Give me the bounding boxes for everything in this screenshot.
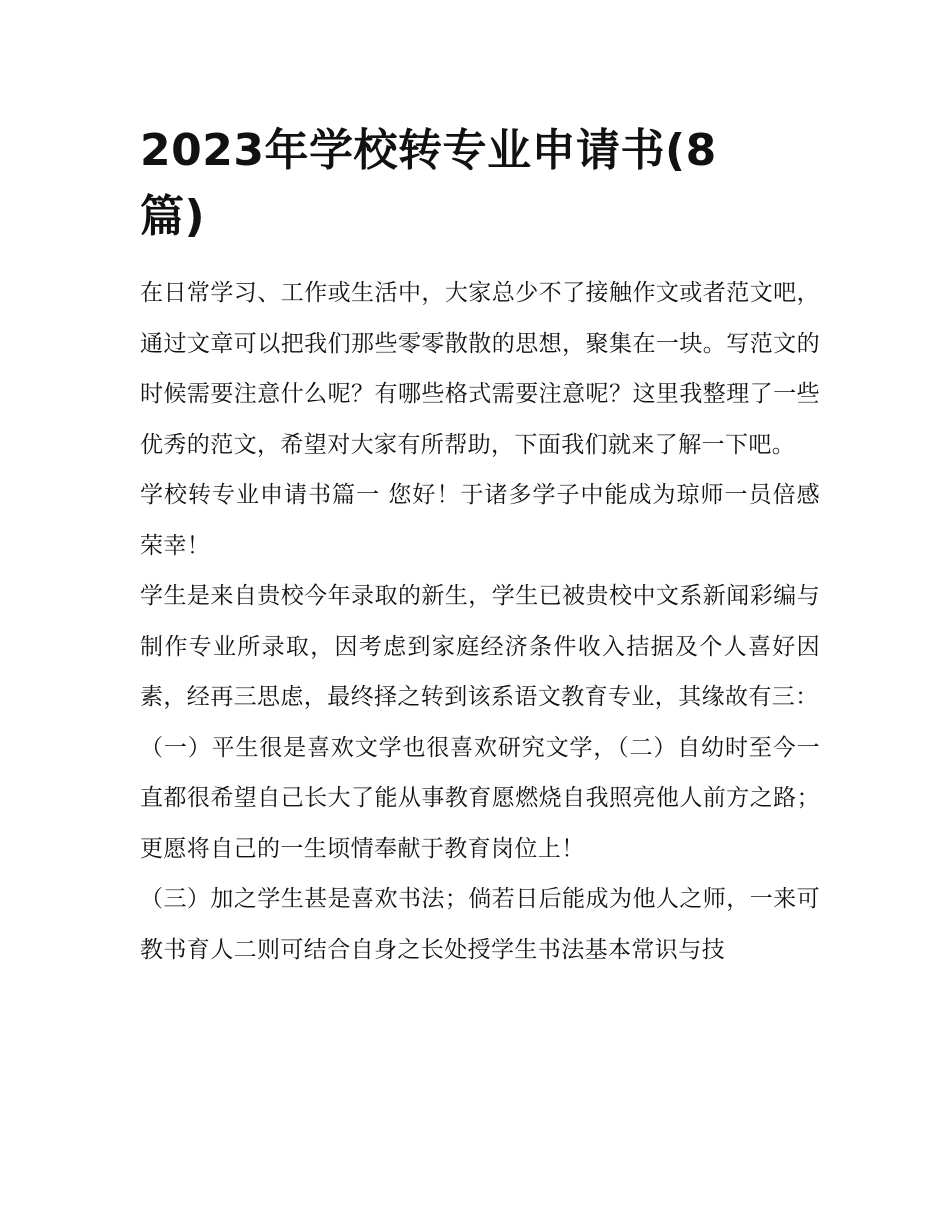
document-page [140, 118, 820, 975]
paragraph-background: 学生是来自贵校今年录取的新生，学生已被贵校中文系新闻彩编与制作专业所录取，因考虑到家庭经济条件收入拮据及个人喜好因素，经再三思虑，最终择之转到该系语文教育专业，其缘故有三： [140, 583, 820, 710]
paragraph-reason-three: （三）加之学生甚是喜欢书法；倘若日后能成为他人之师，一来可教书育人二则可结合自身之长处授学生书法基本常识与技 [140, 886, 820, 963]
paragraph-reasons-one-two: （一）平生很是喜欢文学也很喜欢研究文学，（二）自幼时至今一直都很希望自己长大了能从事教育愿燃烧自我照亮他人前方之路；更愿将自己的一生顷情奉献于教育岗位上！ [140, 734, 820, 862]
paragraph-intro: 在日常学习、工作或生活中，大家总少不了接触作文或者范文吧，通过文章可以把我们那些零零散散的思想，聚集在一块。写范文的时候需要注意什么呢？有哪些格式需要注意呢？这里我整理了一些优秀的范文，希望对大家有所帮助，下面我们就来了解一下吧。 [140, 280, 820, 458]
document-title: 2023年学校转专业申请书(8篇) [140, 125, 717, 242]
paragraph-letter-opening: 学校转专业申请书篇一 您好！于诸多学子中能成为琼师一员倍感荣幸！ [140, 482, 820, 559]
document-body [140, 268, 820, 975]
